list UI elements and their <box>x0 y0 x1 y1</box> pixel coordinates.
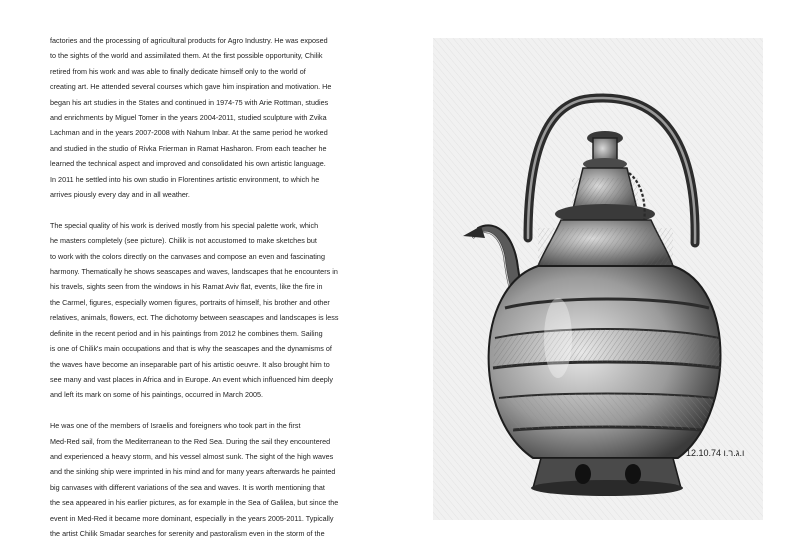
text-line: and experienced a heavy storm, and his vessel almost sunk. The sight of the high waves <box>50 451 334 461</box>
text-line: began his art studies in the States and continued in 1974-75 with Arie Rottman, studies <box>50 97 329 107</box>
kettle-sketch-icon <box>433 38 763 520</box>
text-line: The special quality of his work is derived mostly from his special palette work, which <box>50 220 319 230</box>
text-line: the waves have become an inseparable part of his artistic oeuvre. It also brought him to <box>50 359 330 369</box>
text-line: to the sights of the world and assimilated them. At the first possible opportunity, Chilik <box>50 51 323 61</box>
text-line: event in Med-Red it became more dominant, especially in the years 2005-2011. Typically <box>50 513 334 523</box>
text-line: and studied in the studio of Rivka Frierman in Ramat Hasharon. From each teacher he <box>50 143 327 153</box>
text-line: Lachman and in the years 2007-2008 with Nahum Inbar. At the same period he worked <box>50 128 328 138</box>
kettle-drawing <box>433 38 763 520</box>
text-column <box>50 33 378 557</box>
text-line: Med-Red sail, from the Mediterranean to the Red Sea. During the sail they encountered <box>50 436 331 446</box>
text-line: creating art. He attended several courses which gave him inspiration and motivation. He <box>50 82 332 92</box>
text-line: to work with the colors directly on the canvases and compose an even and fascinating <box>50 251 325 261</box>
text-line: the sea appeared in his earlier pictures, as for example in the Sea of Galilea, but since the <box>50 498 339 508</box>
text-line: learned the technical aspect and improved and consolidated his own artistic language. <box>50 159 326 169</box>
text-line: definite in the recent period and in his paintings from 2012 he combines them. Sailing <box>50 328 323 338</box>
text-line: and left its mark on some of his paintings, occurred in March 2005. <box>50 390 264 400</box>
text-line: relatives, animals, flowers, ect. The dichotomy between seascapes and landscapes is less <box>50 313 339 323</box>
text-line: arrives piously every day and in all weather. <box>50 190 190 200</box>
text-line: In 2011 he settled into his own studio in Florentines artistic environment, to which he <box>50 174 320 184</box>
text-line: the artist Chilik Smadar searches for serenity and pastoralism even in the storm of the <box>50 528 325 538</box>
text-line: harmony. Thematically he shows seascapes and waves, landscapes that he encounters in <box>50 267 338 277</box>
text-line: factories and the processing of agricultural products for Agro Industry. He was exposed <box>50 36 328 45</box>
text-line: retired from his work and was able to finally dedicate himself only to the world of <box>50 66 306 76</box>
artwork-inscription: 12.10.74 ו.ג.ר.ו <box>686 448 745 458</box>
text-line: the Carmel, figures, especially women figures, portraits of himself, his brother and other <box>50 297 330 307</box>
text-line: and enrichments by Miguel Tomer in the years 2004-2011, studied sculpture with Zvika <box>50 113 327 123</box>
text-line: big canvases with different variations of the sea and waves. It is worth mentioning that <box>50 482 325 492</box>
paragraph <box>50 418 378 541</box>
text-line: he masters completely (see picture). Chilik is not accustomed to make sketches but <box>50 236 317 246</box>
text-line: see many and vast places in Africa and in Europe. An event which influenced him deeply <box>50 374 333 384</box>
text-line: his travels, sights seen from the windows in his Ramat Aviv flat, events, like the fire in <box>50 282 323 292</box>
paragraph <box>50 218 378 403</box>
text-line: and the sinking ship were imprinted in his mind and for many years afterwards he painted <box>50 467 336 477</box>
text-line: He was one of the members of Israelis and foreigners who took part in the first <box>50 421 301 431</box>
paragraph <box>50 33 378 202</box>
text-line: is one of Chilik's main occupations and that is why the seascapes and the dynamisms of <box>50 344 332 354</box>
